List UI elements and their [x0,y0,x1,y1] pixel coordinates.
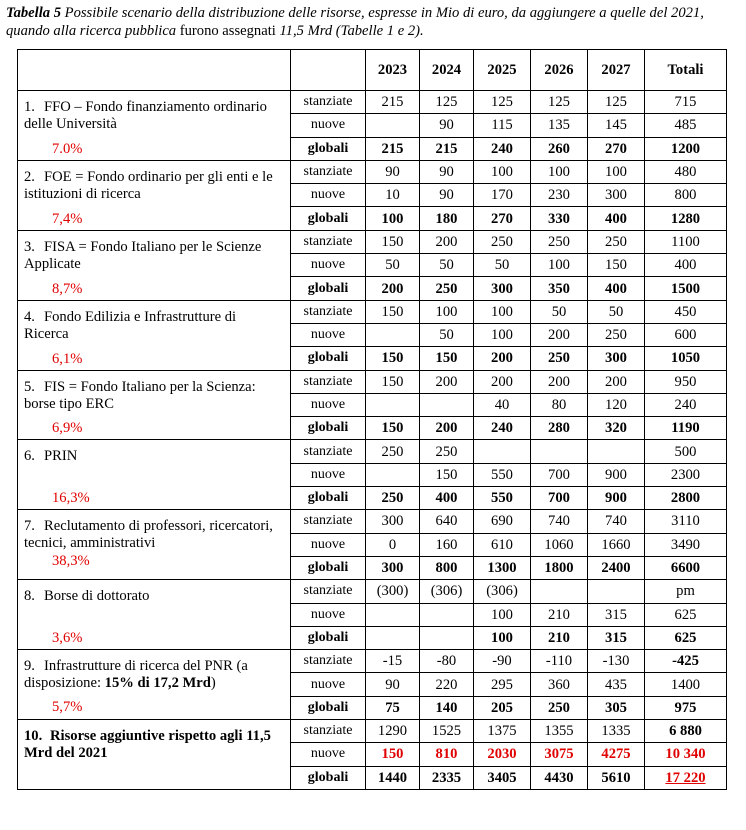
value-cell [366,603,420,626]
item-text [24,309,282,343]
value-cell: -80 [420,650,474,673]
value-cell [366,626,420,649]
value-cell: 200 [588,370,645,393]
value-cell: 250 [420,440,474,463]
header-empty-label [291,50,366,91]
value-cell [588,580,645,603]
value-cell: 160 [420,533,474,556]
value-cell: 900 [588,463,645,486]
total-cell: 485 [645,114,727,137]
value-cell: 1660 [588,533,645,556]
value-cell: 200 [420,417,474,440]
value-cell: 150 [366,370,420,393]
value-cell: 550 [474,487,531,510]
table-row [18,440,727,463]
value-cell: 90 [420,114,474,137]
row-label-globali: globali [291,696,366,719]
total-cell: 450 [645,300,727,323]
value-cell: 270 [588,137,645,160]
value-cell: 210 [531,603,588,626]
header-row [18,50,727,91]
value-cell: 90 [366,673,420,696]
value-cell: 200 [531,323,588,346]
row-label-stanziate: stanziate [291,650,366,673]
item-label-part: Infrastrutture di ricerca del PNR (a disposizione: [24,658,248,692]
value-cell: 610 [474,533,531,556]
item-text [24,518,282,552]
value-cell: 4275 [588,743,645,766]
total-cell: 17 220 [645,766,727,789]
caption-text-2: furono assegnati [179,23,276,39]
value-cell: 200 [474,370,531,393]
total-cell: 3490 [645,533,727,556]
total-cell: 6600 [645,556,727,579]
total-cell: 600 [645,323,727,346]
value-cell: 2030 [474,743,531,766]
value-cell: 300 [366,556,420,579]
value-cell: 120 [588,393,645,416]
item-text [24,658,282,692]
table-row [18,230,727,253]
value-cell: 125 [588,91,645,114]
value-cell: 75 [366,696,420,719]
value-cell: 315 [588,626,645,649]
value-cell: (306) [420,580,474,603]
header-empty-desc [18,50,291,91]
value-cell: 250 [531,230,588,253]
value-cell: 50 [531,300,588,323]
item-description [18,580,291,650]
value-cell: 240 [474,137,531,160]
item-label: FIS = Fondo Italiano per la Scienza: borse tipo ERC [24,378,256,412]
row-label-nuove: nuove [291,673,366,696]
header-year: 2024 [420,50,474,91]
item-label: Risorse aggiuntive rispetto agli 11,5 Mrd del 2021 [24,728,271,762]
row-label-globali: globali [291,347,366,370]
value-cell: 1335 [588,720,645,743]
value-cell: 150 [420,463,474,486]
total-cell: -425 [645,650,727,673]
item-percentage: 7,4% [52,210,83,227]
item-label: PRIN [44,448,78,465]
value-cell: (300) [366,580,420,603]
value-cell: 150 [366,417,420,440]
value-cell: 800 [420,556,474,579]
item-percentage: 6,1% [52,350,83,367]
header-year: 2026 [531,50,588,91]
value-cell [531,440,588,463]
total-cell: 950 [645,370,727,393]
value-cell: -130 [588,650,645,673]
value-cell: 100 [531,254,588,277]
item-text [24,379,282,413]
value-cell: 50 [366,254,420,277]
row-label-stanziate: stanziate [291,370,366,393]
row-label-globali: globali [291,417,366,440]
value-cell: 550 [474,463,531,486]
value-cell: 10 [366,184,420,207]
value-cell: 125 [531,91,588,114]
value-cell: 1290 [366,720,420,743]
value-cell: 150 [366,347,420,370]
item-text [24,239,282,273]
value-cell: 230 [531,184,588,207]
item-number: 3. [24,238,35,255]
value-cell: 50 [588,300,645,323]
value-cell: 115 [474,114,531,137]
value-cell: 100 [420,300,474,323]
row-label-stanziate: stanziate [291,230,366,253]
item-description [18,440,291,510]
row-label-globali: globali [291,626,366,649]
total-cell: 800 [645,184,727,207]
value-cell: 90 [420,160,474,183]
item-description [18,650,291,720]
value-cell: 280 [531,417,588,440]
item-text [24,169,282,203]
item-description [18,300,291,370]
total-cell: 715 [645,91,727,114]
row-label-stanziate: stanziate [291,440,366,463]
row-label-stanziate: stanziate [291,580,366,603]
value-cell: (306) [474,580,531,603]
total-cell: 2800 [645,487,727,510]
value-cell: 2335 [420,766,474,789]
caption-text-3: 11,5 Mrd (Tabelle 1 e 2). [275,23,424,39]
row-label-stanziate: stanziate [291,720,366,743]
value-cell: 250 [588,323,645,346]
total-cell: pm [645,580,727,603]
value-cell: 1440 [366,766,420,789]
header-total: Totali [645,50,727,91]
value-cell: 640 [420,510,474,533]
value-cell: 200 [531,370,588,393]
item-percentage: 5,7% [52,699,83,716]
value-cell: 205 [474,696,531,719]
value-cell: 300 [366,510,420,533]
item-description [18,370,291,440]
total-cell: 2300 [645,463,727,486]
value-cell [420,603,474,626]
row-label-nuove: nuove [291,743,366,766]
header-year: 2025 [474,50,531,91]
total-cell: 625 [645,603,727,626]
total-cell: 1190 [645,417,727,440]
item-label: FOE = Fondo ordinario per gli enti e le istituzioni di ricerca [24,168,273,202]
item-text [24,588,282,605]
item-description [18,720,291,790]
value-cell: 200 [474,347,531,370]
item-description [18,230,291,300]
value-cell: 40 [474,393,531,416]
total-cell: 240 [645,393,727,416]
item-description [18,510,291,580]
value-cell: 315 [588,603,645,626]
item-description [18,91,291,161]
value-cell: 135 [531,114,588,137]
item-number: 8. [24,588,35,605]
row-label-stanziate: stanziate [291,160,366,183]
value-cell: 1375 [474,720,531,743]
value-cell [366,393,420,416]
value-cell: 270 [474,207,531,230]
total-cell: 1050 [645,347,727,370]
value-cell: 250 [531,696,588,719]
value-cell: 220 [420,673,474,696]
value-cell: 260 [531,137,588,160]
value-cell: 400 [588,207,645,230]
row-label-nuove: nuove [291,323,366,346]
item-label: FFO – Fondo finanziamento ordinario delle Università [24,99,267,132]
value-cell: 215 [420,137,474,160]
item-label: Reclutamento di professori, ricercatori, tecnici, amministrativi [24,518,273,552]
item-number: 5. [24,378,35,395]
value-cell: 50 [420,323,474,346]
value-cell: 4430 [531,766,588,789]
row-label-nuove: nuove [291,393,366,416]
value-cell: 250 [588,230,645,253]
value-cell [366,323,420,346]
value-cell: 200 [366,277,420,300]
value-cell: 50 [420,254,474,277]
value-cell: 320 [588,417,645,440]
value-cell: 700 [531,463,588,486]
item-number: 4. [24,308,35,325]
value-cell: 200 [420,230,474,253]
value-cell: 90 [420,184,474,207]
table-row [18,370,727,393]
table-row [18,91,727,114]
value-cell: 900 [588,487,645,510]
value-cell: 240 [474,417,531,440]
item-number: 2. [24,168,35,185]
value-cell: 100 [366,207,420,230]
row-label-nuove: nuove [291,114,366,137]
value-cell: 400 [420,487,474,510]
row-label-globali: globali [291,766,366,789]
item-description [18,160,291,230]
value-cell: 170 [474,184,531,207]
resources-table [17,49,727,790]
caption-title: Tabella 5 [6,5,61,21]
row-label-globali: globali [291,487,366,510]
value-cell: 300 [588,184,645,207]
value-cell: 250 [420,277,474,300]
value-cell: 740 [531,510,588,533]
value-cell: 300 [588,347,645,370]
row-label-globali: globali [291,207,366,230]
row-label-stanziate: stanziate [291,300,366,323]
value-cell [420,393,474,416]
value-cell: 295 [474,673,531,696]
value-cell: 215 [366,91,420,114]
value-cell: 810 [420,743,474,766]
value-cell [366,114,420,137]
value-cell: 305 [588,696,645,719]
table-row [18,650,727,673]
value-cell: 210 [531,626,588,649]
value-cell: 400 [588,277,645,300]
total-cell: 6 880 [645,720,727,743]
item-label: Fondo Edilizia e Infrastrutture di Ricerca [24,308,237,342]
value-cell [531,580,588,603]
value-cell: -110 [531,650,588,673]
item-number: 9. [24,658,35,675]
value-cell: 5610 [588,766,645,789]
item-number: 1. [24,99,35,115]
value-cell: 215 [366,137,420,160]
value-cell: 150 [366,743,420,766]
value-cell: 100 [474,603,531,626]
total-cell: 480 [645,160,727,183]
item-number: 6. [24,448,35,465]
value-cell: 100 [531,160,588,183]
value-cell: 90 [366,160,420,183]
value-cell: 50 [474,254,531,277]
item-number: 10. [24,728,43,745]
item-label: Borse di dottorato [44,588,150,605]
value-cell: 180 [420,207,474,230]
table-caption [6,4,740,40]
value-cell: -90 [474,650,531,673]
header-year: 2027 [588,50,645,91]
row-label-nuove: nuove [291,533,366,556]
value-cell: 100 [474,160,531,183]
value-cell: 1060 [531,533,588,556]
item-text [24,99,282,133]
total-cell: 1280 [645,207,727,230]
item-label: FISA = Fondo Italiano per le Scienze Applicate [24,238,262,272]
value-cell: 360 [531,673,588,696]
value-cell: 2400 [588,556,645,579]
item-percentage: 7.0% [52,140,83,157]
value-cell: 690 [474,510,531,533]
total-cell: 625 [645,626,727,649]
header-year: 2023 [366,50,420,91]
total-cell: 3110 [645,510,727,533]
value-cell: 250 [531,347,588,370]
total-cell: 975 [645,696,727,719]
table-row [18,300,727,323]
value-cell: 150 [588,254,645,277]
table-body [18,91,727,790]
row-label-globali: globali [291,277,366,300]
value-cell: 80 [531,393,588,416]
item-text [24,448,282,465]
row-label-nuove: nuove [291,603,366,626]
total-cell: 400 [645,254,727,277]
item-percentage: 8,7% [52,280,83,297]
value-cell: -15 [366,650,420,673]
row-label-nuove: nuove [291,184,366,207]
item-percentage: 3,6% [52,630,83,647]
item-percentage: 16,3% [52,490,90,507]
value-cell: 3405 [474,766,531,789]
value-cell: 100 [588,160,645,183]
value-cell: 150 [420,347,474,370]
item-label-part: ) [210,675,216,692]
value-cell: 200 [420,370,474,393]
value-cell: 145 [588,114,645,137]
value-cell [366,463,420,486]
item-percentage: 38,3% [52,553,90,570]
value-cell: 150 [366,230,420,253]
item-number: 7. [24,518,35,535]
item-text [24,728,282,762]
value-cell: 125 [420,91,474,114]
value-cell: 1300 [474,556,531,579]
value-cell: 250 [474,230,531,253]
value-cell: 100 [474,626,531,649]
row-label-stanziate: stanziate [291,91,366,114]
value-cell: 250 [366,487,420,510]
table-row [18,160,727,183]
value-cell: 300 [474,277,531,300]
total-cell: 1100 [645,230,727,253]
table-row [18,720,727,743]
value-cell: 125 [474,91,531,114]
value-cell: 250 [366,440,420,463]
value-cell: 1800 [531,556,588,579]
caption-text-1: Possibile scenario della distribuzione delle risorse, espresse in Mio di euro, da aggiungere a quelle del 2021, quando alla ricerca pubblica [6,5,704,39]
total-cell: 500 [645,440,727,463]
value-cell [420,626,474,649]
table-row [18,510,727,533]
table-row [18,580,727,603]
row-label-globali: globali [291,137,366,160]
value-cell: 100 [474,323,531,346]
total-cell: 1200 [645,137,727,160]
item-label-part: 15% di 17,2 Mrd [104,675,211,692]
total-cell: 1400 [645,673,727,696]
value-cell: 1355 [531,720,588,743]
value-cell: 435 [588,673,645,696]
value-cell: 140 [420,696,474,719]
row-label-globali: globali [291,556,366,579]
value-cell [474,440,531,463]
value-cell: 700 [531,487,588,510]
value-cell: 740 [588,510,645,533]
value-cell: 330 [531,207,588,230]
value-cell: 100 [474,300,531,323]
value-cell: 350 [531,277,588,300]
row-label-stanziate: stanziate [291,510,366,533]
value-cell [588,440,645,463]
row-label-nuove: nuove [291,254,366,277]
value-cell: 0 [366,533,420,556]
total-cell: 10 340 [645,743,727,766]
value-cell: 150 [366,300,420,323]
item-percentage: 6,9% [52,420,83,437]
value-cell: 3075 [531,743,588,766]
value-cell: 1525 [420,720,474,743]
row-label-nuove: nuove [291,463,366,486]
total-cell: 1500 [645,277,727,300]
